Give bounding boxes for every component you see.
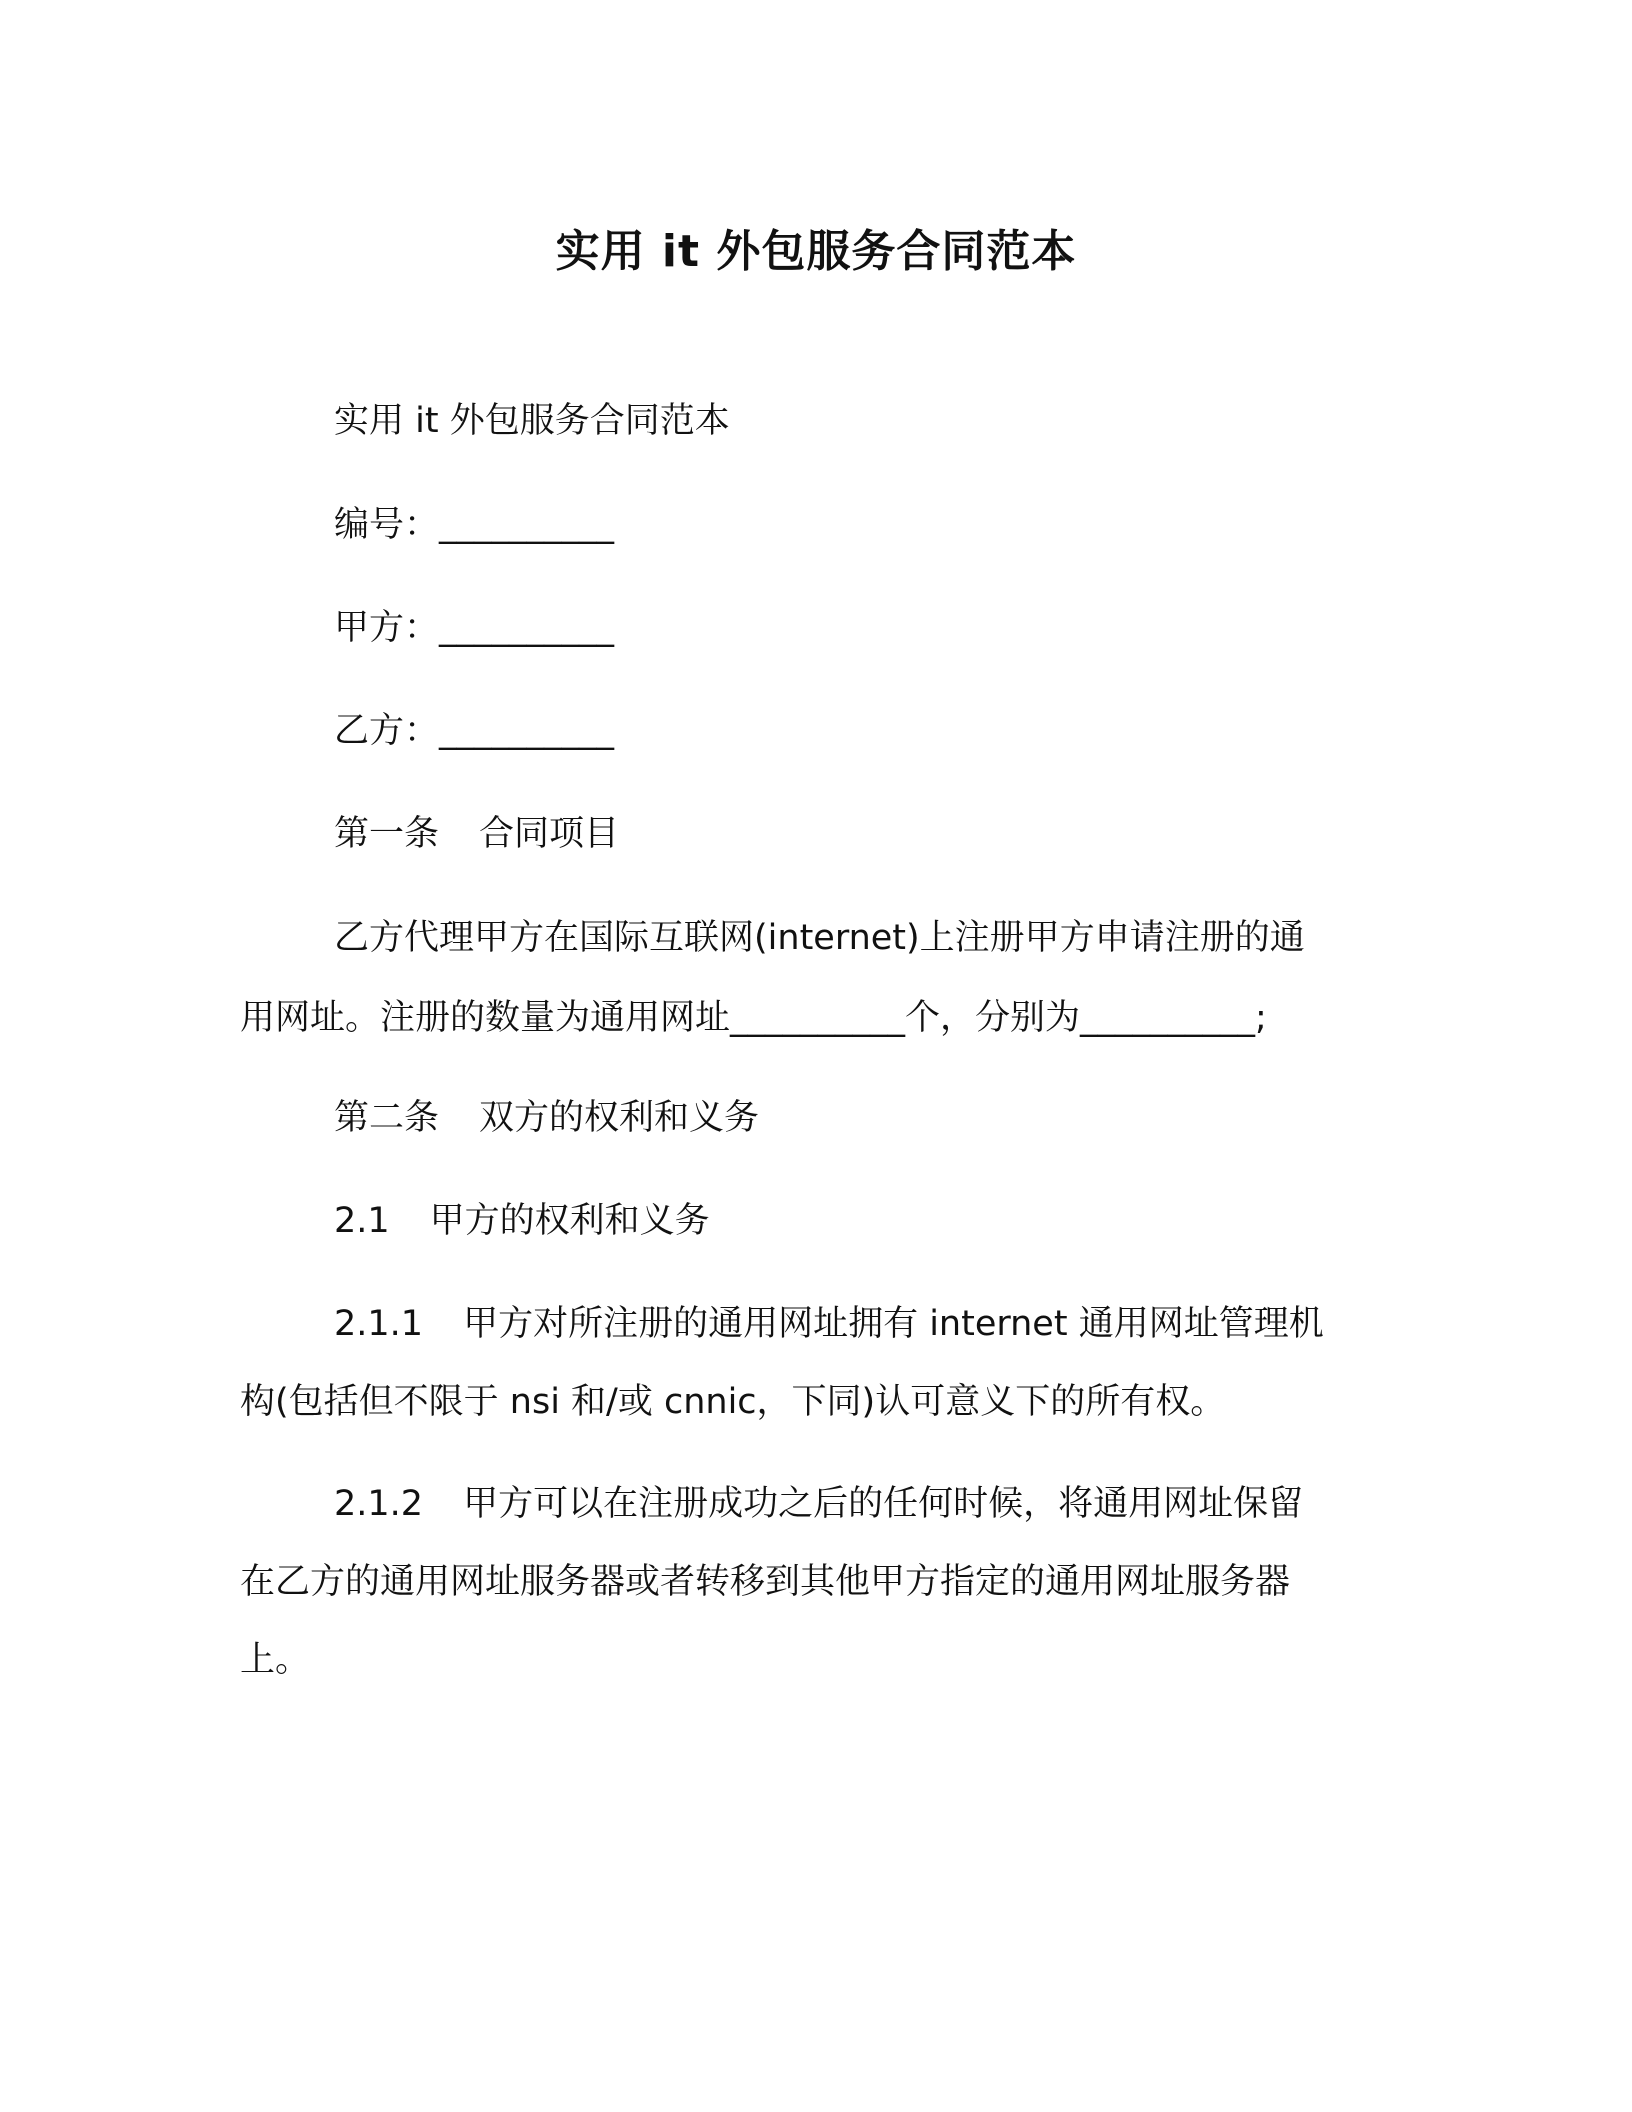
article1-paragraph-line2: 用网址。注册的数量为通用网址__________个，分别为__________; [240, 998, 1267, 1038]
party-a-field: 甲方：__________ [334, 608, 615, 648]
contract-number-field: 编号：__________ [334, 505, 615, 545]
section-2-1-1-number: 2.1.1 [334, 1304, 424, 1344]
section-2-1-2-text: 甲方可以在注册成功之后的任何时候，将通用网址保留 [463, 1484, 1304, 1524]
article1-heading-text: 合同项目 [479, 814, 620, 854]
section-2-1-2-line3: 上。 [240, 1640, 311, 1680]
article1-heading [334, 810, 619, 858]
section-2-1-1-text: 甲方对所注册的通用网址拥有 internet 通用网址管理机 [463, 1304, 1324, 1344]
document-subtitle: 实用 it 外包服务合同范本 [334, 401, 730, 441]
section-2-1-2-number: 2.1.2 [334, 1484, 424, 1524]
section-2-1-2-line1 [334, 1480, 1303, 1528]
article1-paragraph-line1: 乙方代理甲方在国际互联网(internet)上注册甲方申请注册的通 [334, 918, 1305, 958]
section-2-1-1-line1 [334, 1300, 1324, 1348]
article1-heading-number: 第一条 [334, 814, 440, 854]
document-title: 实用 it 外包服务合同范本 [555, 226, 1077, 277]
section-2-1-heading [334, 1197, 710, 1245]
section-2-1-1-line2: 构(包括但不限于 nsi 和/或 cnnic，下同)认可意义下的所有权。 [240, 1382, 1226, 1422]
article2-heading [334, 1094, 759, 1142]
section-2-1-text: 甲方的权利和义务 [429, 1201, 710, 1241]
article2-heading-text: 双方的权利和义务 [479, 1098, 760, 1138]
party-b-field: 乙方：__________ [334, 711, 615, 751]
section-2-1-number: 2.1 [334, 1201, 390, 1241]
article2-heading-number: 第二条 [334, 1098, 440, 1138]
section-2-1-2-line2: 在乙方的通用网址服务器或者转移到其他甲方指定的通用网址服务器 [240, 1562, 1291, 1602]
